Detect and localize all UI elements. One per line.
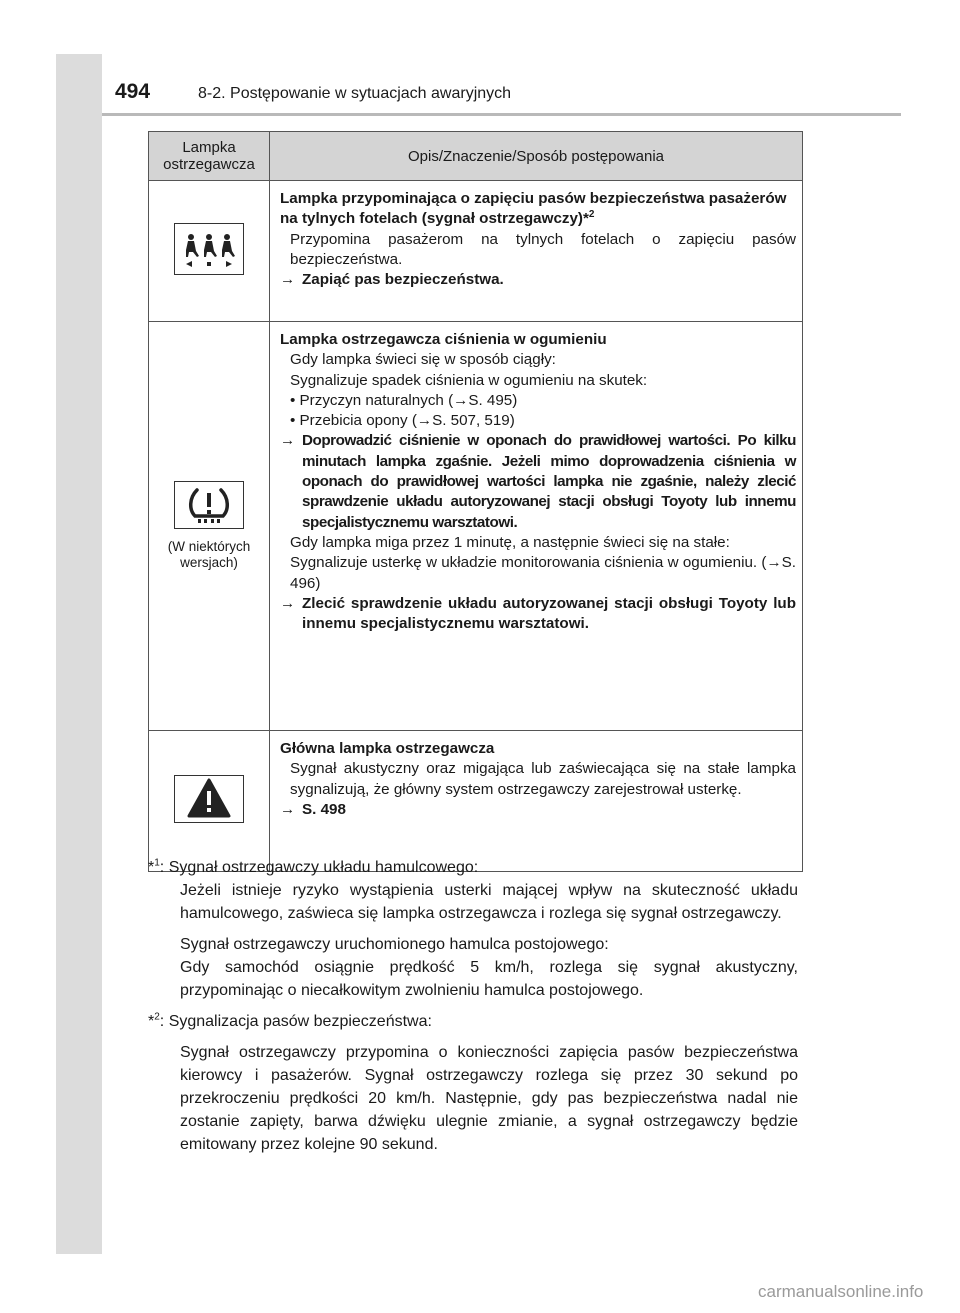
description-cell — [270, 322, 803, 731]
watermark: carmanualsonline.info — [758, 1282, 924, 1301]
row-description: Sygnał akustyczny oraz migająca lub zaświecająca się na stałe lampka sygnalizują, że główny system ostrzegawczy zarejestrował usterkę. — [290, 760, 796, 798]
icon-cell — [149, 322, 270, 731]
col-header-warning-light: Lampka ostrzegawcza — [149, 132, 270, 181]
footnote-head: *$^2$: Sygnalizacja pasów bezpieczeństwa: — [148, 1011, 432, 1030]
description-cell — [270, 731, 803, 872]
row-action: → S. 498 — [280, 800, 796, 820]
footnote — [148, 856, 798, 1002]
arrow-icon: → — [280, 800, 296, 818]
rear-seatbelt-reminder-icon — [174, 223, 244, 275]
row-title: Główna lampka ostrzegawcza — [280, 740, 495, 757]
table-row — [149, 731, 803, 872]
table-header-row — [149, 132, 803, 181]
footnote — [148, 1010, 798, 1156]
table-row — [149, 322, 803, 731]
footnote-text: Sygnał ostrzegawczy uruchomionego hamulca postojowego: — [180, 936, 609, 953]
row-bullet: • Przebicia opony (→S. 507, 519) — [290, 412, 515, 430]
row-bullet: • Przyczyn naturalnych (→S. 495) — [290, 391, 518, 409]
arrow-icon: → — [280, 594, 296, 612]
row-line: Sygnalizuje usterkę w układzie monitorowania ciśnienia w ogumieniu. (→S. 496) — [290, 554, 796, 592]
icon-cell — [149, 731, 270, 872]
col-header-description: Opis/Znaczenie/Sposób postępowania — [270, 132, 803, 181]
icon-caption: (W niektórych wersjach) — [167, 539, 251, 570]
header-divider — [102, 113, 901, 116]
footnote-text: Jeżeli istnieje ryzyko wystąpienia usterki mającej wpływ na skuteczność układu hamulcowego, zaświeca się lampka ostrzegawcza i rozlega się sygnał ostrzegawczy. — [180, 882, 798, 922]
page-number: 494 — [115, 80, 151, 103]
footnote-text: Sygnał ostrzegawczy przypomina o konieczności zapięcia pasów bezpieczeństwa kierowcy i pasażerów. Sygnał ostrzegawczy rozlega się przez 30 sekund po przekroczeniu prędkości 20 km/h. Następnie, gdy pas bezpieczeństwa nadal nie zostanie zapięty, barwa dźwięku ulegnie zmianie, a sygnał ostrzegawczy będzie emitowany przez kolejne 90 sekund. — [180, 1044, 798, 1153]
footnote-head: *$^1$: Sygnał ostrzegawczy układu hamulcowego: — [148, 857, 479, 876]
icon-cell — [149, 181, 270, 322]
row-line: Sygnalizuje spadek ciśnienia w ogumieniu na skutek: — [290, 371, 648, 389]
page-sidebar — [56, 54, 102, 1254]
row-title: Lampka przypominająca o zapięciu pasów bezpieczeństwa pasażerów na tylnych fotelach (sygnał ostrzegawczy)*$^2$ — [280, 190, 787, 228]
master-warning-icon — [174, 775, 244, 823]
arrow-icon: → — [280, 271, 296, 289]
description-cell — [270, 181, 803, 322]
table-row — [149, 181, 803, 322]
row-line: Gdy lampka świeci się w sposób ciągły: — [290, 351, 556, 369]
arrow-icon: → — [280, 432, 296, 450]
tire-pressure-warning-icon — [174, 481, 244, 529]
footnote-text: Gdy samochód osiągnie prędkość 5 km/h, rozlega się sygnał akustyczny, przypominając o niecałkowitym zwolnieniu hamulca postojowego. — [180, 959, 798, 999]
row-action: → Doprowadzić ciśnienie w oponach do prawidłowej wartości. Po kilku minutach lampka zgaśnie. Jeżeli mimo doprowadzenia ciśnienia w oponach do prawidłowej wartości lampka nie zgaśnie, należy zlecić sprawdzenie układu autoryzowanej stacji obsługi Toyoty lub innemu specjalistycznemu warsztatowi. — [280, 431, 796, 532]
row-action: → Zlecić sprawdzenie układu autoryzowanej stacji obsługi Toyoty lub innemu specjalistycznemu warsztatowi. — [280, 594, 796, 635]
footnotes — [148, 856, 798, 1156]
row-line: Gdy lampka miga przez 1 minutę, a następnie świeci się na stałe: — [290, 533, 730, 551]
warning-light-table — [148, 131, 803, 872]
row-title: Lampka ostrzegawcza ciśnienia w ogumieniu — [280, 331, 607, 348]
chapter-title: 8-2. Postępowanie w sytuacjach awaryjnych — [198, 85, 512, 102]
row-description: Przypomina pasażerom na tylnych fotelach o zapięciu pasów bezpieczeństwa. — [290, 230, 796, 268]
row-action: → Zapiąć pas bezpieczeństwa. — [280, 270, 796, 290]
